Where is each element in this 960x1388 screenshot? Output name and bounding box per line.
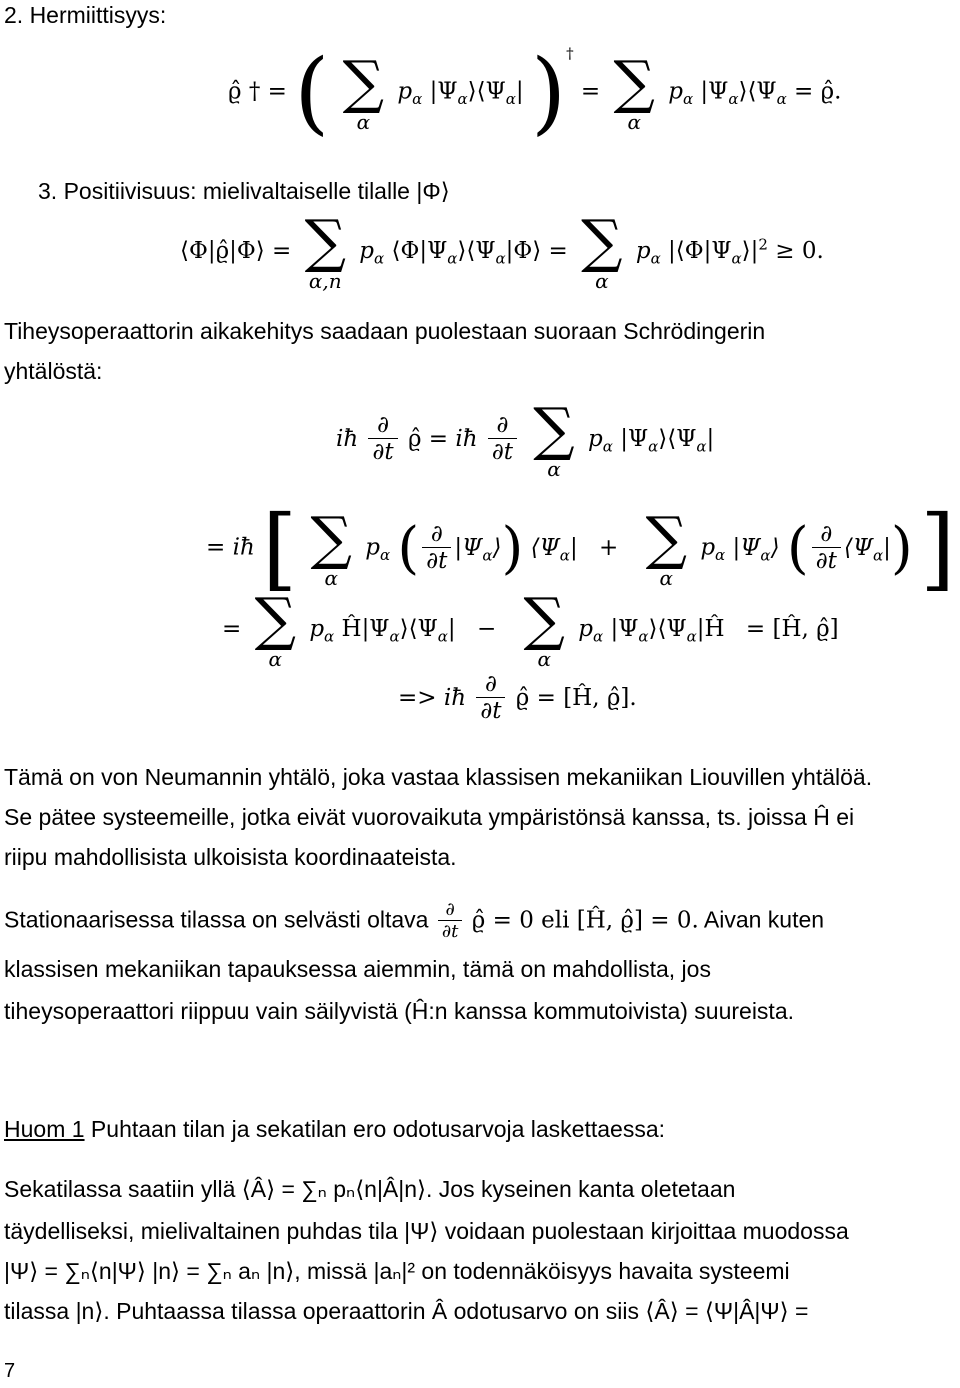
partial-frac-4: $\frac{\partial}{\partial t}$ [812,522,841,576]
p-term-2: p [668,78,683,105]
time-eq-line4 [398,672,637,726]
p-term-5: p [588,426,603,452]
pos-lhs: ⟨Φ|ϱ̂|Φ⟩ = [180,238,292,264]
para3-line3: tiheysoperaattori riippuu vain säilyvistä (Ĥ:n kanssa kommutoivista) suureista. [4,998,794,1024]
bra-psi-6: $⟨\Psi_\alpha|$ [530,534,578,565]
p-sub-5: α [602,437,613,456]
ket-bra-5: $|\Psi_\alpha⟩⟨\Psi_\alpha|$ [620,426,715,456]
minus-sign: − [476,616,497,642]
ket-sub-2: α [728,90,739,109]
para3-line2: klassisen mekaniikan tapauksessa aiemmin, tämä on mahdollista, jos [4,956,711,982]
partial-frac-2: $\frac{\partial}{\partial t}$ [488,413,517,467]
paren-close-2: ) [890,516,913,581]
time-eq-line2 [206,496,955,601]
positivity-equation [180,207,824,293]
bra-sub: α [505,90,516,109]
note-label: Huom 1 [4,1116,85,1142]
pos-mid3: |Φ⟩ = [505,238,568,264]
pos-rhs: |⟨Φ|Ψ [668,238,732,264]
h-op-2: Ĥ [704,616,725,642]
page-number: 7 [4,1360,16,1382]
partial-frac-1: $\frac{\partial}{\partial t}$ [368,413,397,467]
time-eq-line3 [222,585,839,671]
note-heading [4,1116,665,1143]
ket-psi-6: $|\Psi_\alpha⟩$ [454,534,502,565]
sum-symbol-9: ∑ α [523,585,565,671]
p-sub-6: α [379,546,391,565]
note-line2: täydelliseksi, mielivaltainen puhdas tila |Ψ⟩ voidaan puolestaan kirjoittaa muodossa [4,1218,849,1244]
big-bracket-open: [ [262,496,298,601]
hermiticity-equation [228,40,841,145]
final-eq: ϱ̂ = [Ĥ, ϱ̂]. [515,684,637,711]
bra-sub-2: α [776,90,787,109]
dagger: † [566,44,574,63]
pos-mid-sub: α [447,249,458,268]
item-3-heading: 3. Positiivisuus: mielivaltaiselle tilalle |Φ⟩ [38,178,450,204]
paren-open-1: ( [397,516,420,581]
ih-2: iħ [455,426,478,452]
p-term-3: p [359,238,375,264]
p-term-4: p [635,238,651,264]
note-line4: tilassa |n⟩. Puhtaassa tilassa operaattorin Â odotusarvo on siis ⟨Â⟩ = ⟨Ψ|Â|Ψ⟩ = [4,1298,809,1324]
para2-line3: riipu mahdollisista ulkoisista koordinaateista. [4,844,457,870]
para3-end: Aivan kuten [698,906,825,933]
partial-frac-6: $\frac{\partial}{\partial t}$ [438,900,463,942]
para3-start: Stationaarisessa tilassa on selvästi oltava [4,906,429,933]
eq-herm-rhs: = ϱ̂. [794,78,842,105]
ket-2: |Ψ [700,78,729,105]
rho-eq: ϱ̂ = [407,426,449,452]
ket-psi-7: $|\Psi_\alpha⟩$ [732,534,780,565]
ket: |Ψ [429,78,458,105]
ih-1: iħ [336,426,359,452]
bra-psi-7: $⟨\Psi_\alpha|$ [843,534,891,565]
big-paren-open: ( [294,40,330,145]
para2-line2: Se pätee systeemeille, jotka eivät vuorovaikuta ympäristönsä kanssa, ts. joissa Ĥ ei [4,804,855,830]
note-text: Puhtaan tilan ja sekatilan ero odotusarvoja laskettaessa: [84,1116,666,1142]
line3-start: = [222,616,242,642]
bra: ⟩⟨Ψ [467,78,506,105]
ket-bra-9: $|\Psi_\alpha⟩⟨\Psi_\alpha|$ [610,616,705,646]
pos-mid2: ⟩⟨Ψ [457,238,496,264]
para3-math: ϱ̂ = 0 eli [Ĥ, ϱ̂] = 0. [471,907,699,934]
sum-symbol-8: ∑ α [254,585,296,671]
sum-symbol-2: ∑ α [613,47,655,134]
pos-rhs-sub: α [731,249,742,268]
paren-close-1: ) [501,516,524,581]
p-sub-3: α [374,249,385,268]
pos-ge: ≥ 0. [767,238,824,264]
commutator: = [Ĥ, ϱ̂] [745,616,839,642]
bra-close: | [515,78,524,105]
para2-line1: Tämä on von Neumannin yhtälö, joka vastaa klassisen mekaniikan Liouvillen yhtälöä. [4,764,873,790]
p-sub-2: α [682,90,694,109]
p-term-6: p [365,534,380,561]
item-2-heading: 2. Hermiittisyys: [4,2,167,28]
ih-3: iħ [443,684,467,711]
p-term: p [397,78,413,105]
ket-sub: α [457,90,468,109]
pos-mid2-sub: α [495,249,506,268]
pos-sup: 2 [758,235,768,254]
partial-frac-3: $\frac{\partial}{\partial t}$ [422,522,451,576]
p-term-9: p [578,616,593,642]
line2-start: = iħ [206,534,255,561]
p-sub-7: α [715,546,726,565]
ket-bra-8: $|\Psi_\alpha⟩⟨\Psi_\alpha|$ [361,616,456,646]
note-line1: Sekatilassa saatiin yllä ⟨Â⟩ = ∑ₙ pₙ⟨n|Â|n⟩. Jos kyseinen kanta oletetaan [4,1176,736,1202]
sum-symbol-4: ∑ α [581,207,623,293]
bra-2: ⟩⟨Ψ [738,78,777,105]
p-term-8: p [309,616,325,642]
para1-line2: yhtälöstä: [4,358,103,384]
p-sub-8: α [324,627,335,646]
p-sub-9: α [593,627,604,646]
sum-symbol-6: ∑ α [310,503,352,590]
big-bracket-close: ] [920,496,956,601]
plus-sign: + [599,534,619,561]
partial-frac-5: $\frac{\partial}{\partial t}$ [476,672,505,726]
big-paren-close: ) [530,40,567,145]
time-eq-line1 [336,395,715,481]
note-line3: |Ψ⟩ = ∑ₙ⟨n|Ψ⟩ |n⟩ = ∑ₙ aₙ |n⟩, missä |aₙ|² on todennäköisyys havaita systeemi [4,1258,790,1284]
p-sub: α [412,90,423,109]
sum-symbol-3: ∑ α,n [304,207,346,293]
implies-arrow: => [398,684,437,711]
eq-herm-lhs: ϱ̂ † = [228,78,287,105]
sum-symbol-5: ∑ α [533,395,575,481]
para3-line1 [4,900,824,942]
paren-open-2: ( [786,516,809,581]
sum-symbol-7: ∑ α [645,503,687,590]
p-term-7: p [700,534,716,561]
pos-mid: ⟨Φ|Ψ [391,238,448,264]
h-op-1: Ĥ [341,616,362,642]
para1-line1: Tiheysoperaattorin aikakehitys saadaan puolestaan suoraan Schrödingerin [4,318,766,344]
pos-rhs2: ⟩| [741,238,759,264]
equals-sign: = [580,78,601,105]
sum-symbol: ∑ α [342,47,385,134]
p-sub-4: α [650,249,661,268]
